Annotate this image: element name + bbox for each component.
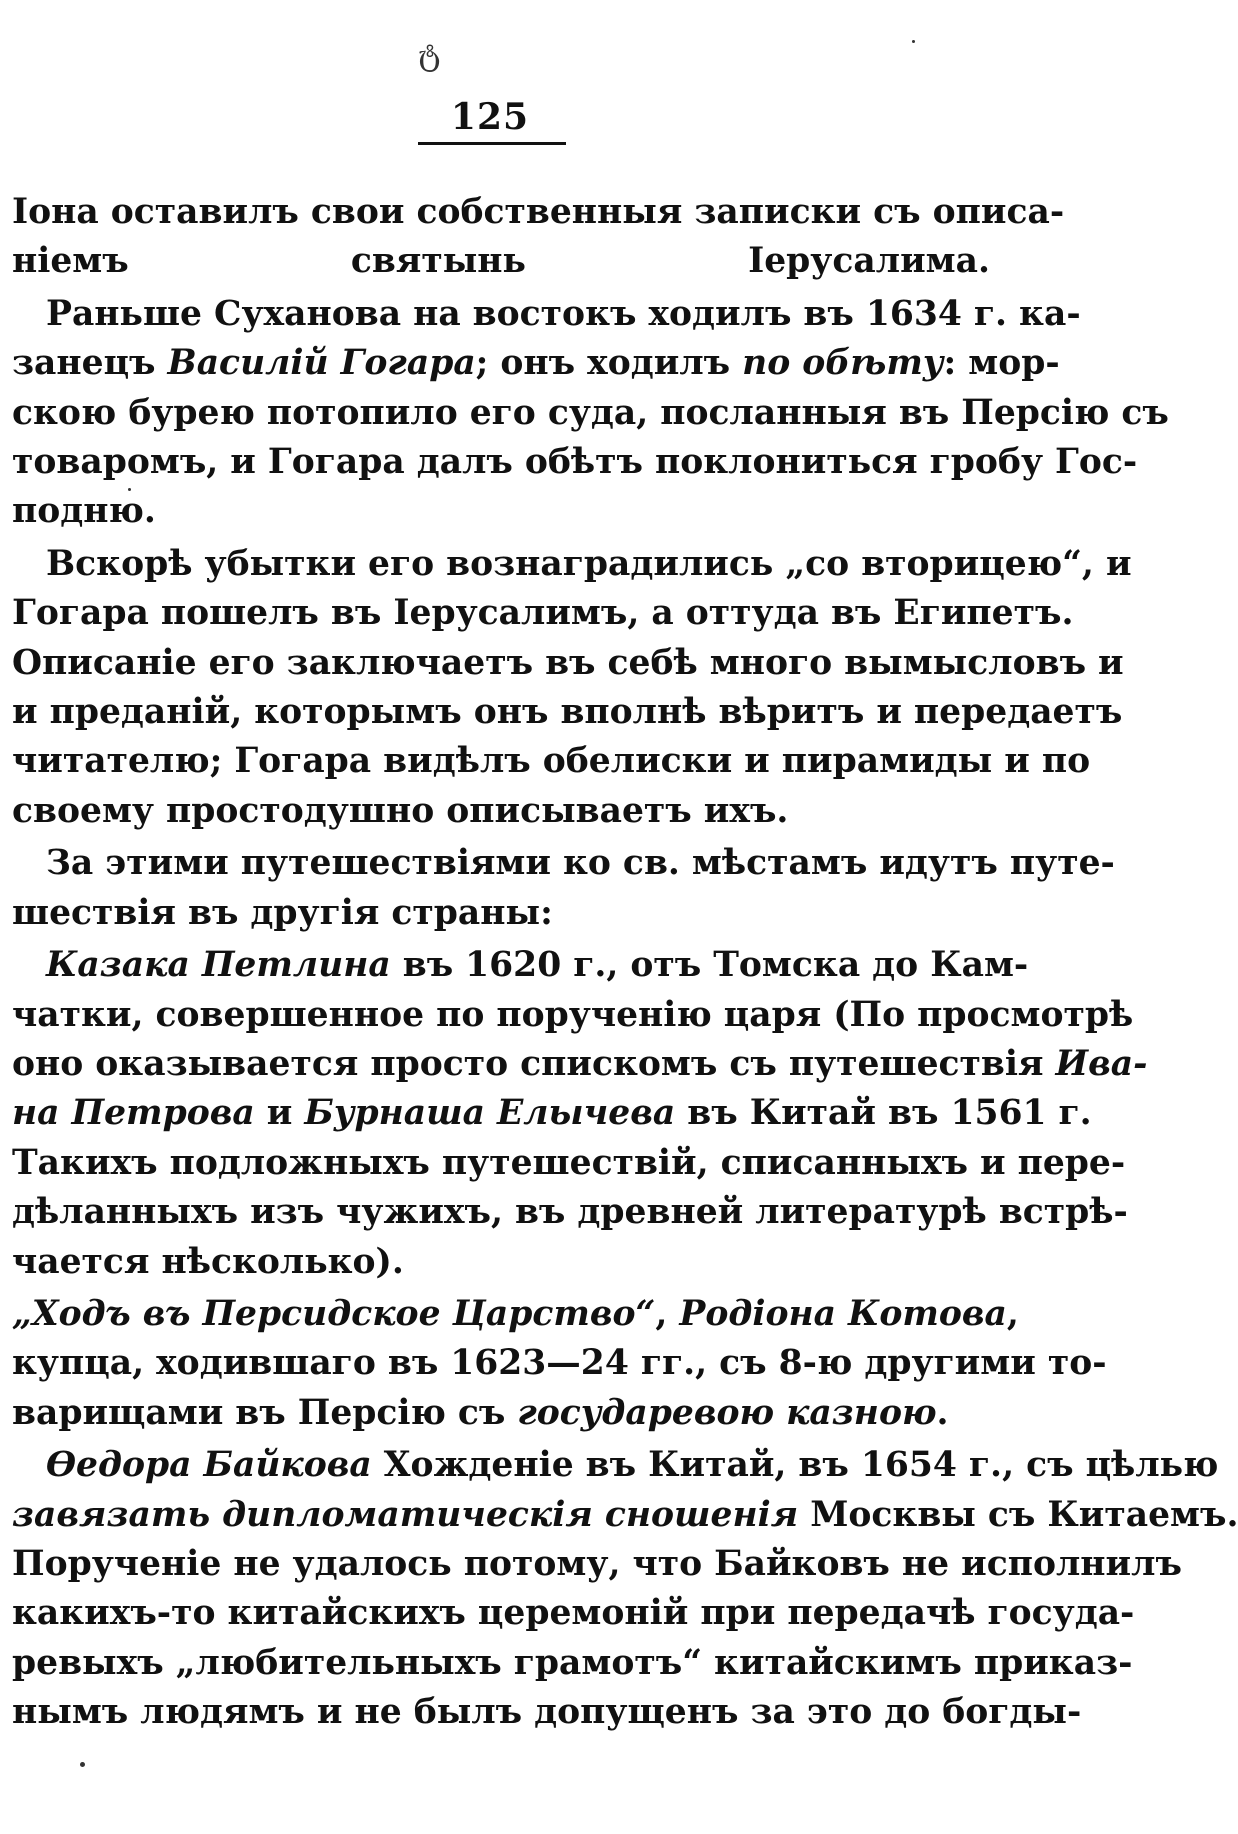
text-line — [12, 188, 1065, 237]
text-line — [12, 290, 1081, 339]
text-line — [12, 1040, 1148, 1089]
text-segment: варищами въ Персію съ — [12, 1392, 518, 1433]
text-line — [12, 839, 1115, 888]
text-line — [12, 1441, 1219, 1490]
text-segment: ; онъ ходилъ — [475, 343, 743, 384]
text-line — [12, 1339, 1107, 1388]
text-line — [12, 688, 1123, 737]
text-segment: чатки, совершенное по порученію царя (По просмотрѣ — [12, 994, 1134, 1035]
text-segment: шествія въ другія страны: — [12, 892, 553, 933]
text-line — [12, 1089, 1092, 1138]
italic-text: по обѣту — [742, 343, 944, 384]
text-segment: занецъ — [12, 343, 168, 384]
paragraph — [12, 1441, 1238, 1737]
text-line — [12, 889, 990, 938]
print-speck — [128, 488, 131, 491]
text-line — [12, 1540, 1182, 1589]
text-segment: , — [1006, 1293, 1019, 1334]
text-segment: своему простодушно описываетъ ихъ. — [12, 790, 789, 831]
text-line — [12, 1639, 1133, 1688]
text-segment: Хожденіе въ Китай, въ 1654 г., съ цѣлью — [371, 1445, 1219, 1486]
print-speck — [80, 1762, 85, 1767]
text-line — [12, 1589, 1135, 1638]
text-line — [12, 589, 1074, 638]
text-segment: нымъ людямъ и не былъ допущенъ за это до богды- — [12, 1692, 1082, 1733]
text-line — [12, 639, 1124, 688]
paragraph — [12, 1290, 1107, 1438]
italic-text: завязать дипломатическія сношенія — [12, 1494, 799, 1535]
text-line — [12, 1238, 990, 1287]
text-line — [12, 389, 1169, 438]
paragraph — [12, 290, 1169, 537]
page-number: 125 — [450, 96, 530, 138]
top-mark: ტ — [418, 38, 441, 73]
text-line — [12, 339, 1060, 388]
text-segment: купца, ходившаго въ 1623—24 гг., съ 8-ю другими то- — [12, 1343, 1107, 1384]
text-segment: Іона оставилъ свои собственныя записки съ описа- — [12, 192, 1065, 232]
text-line — [12, 1688, 1082, 1737]
page-number-rule — [418, 142, 566, 145]
paragraph — [12, 188, 1065, 287]
italic-text: „Ходъ въ Персидское Царство“ — [12, 1293, 656, 1334]
text-line — [12, 1290, 1019, 1339]
text-segment: Гогара пошелъ въ Іерусалимъ, а оттуда въ Египетъ. — [12, 593, 1074, 634]
italic-text: Ива- — [1055, 1043, 1148, 1084]
text-segment: и преданій, которымъ онъ вполнѣ вѣритъ и передаетъ — [12, 692, 1123, 733]
text-segment: скою бурею потопило его суда, посланныя въ Персію съ — [12, 392, 1169, 433]
text-segment: читателю; Гогара видѣлъ обелиски и пирамиды и по — [12, 741, 1091, 782]
paragraph — [12, 941, 1148, 1287]
paragraph — [12, 540, 1132, 836]
italic-text: государевою казною — [517, 1392, 937, 1433]
text-line — [12, 487, 990, 536]
text-segment: и — [254, 1093, 305, 1134]
text-line — [12, 941, 1029, 990]
paragraph — [12, 839, 1115, 938]
text-segment: : мор- — [943, 343, 1060, 384]
print-speck — [912, 40, 915, 43]
text-line — [12, 540, 1132, 589]
italic-text: Василій Гогара — [167, 343, 476, 384]
text-line — [12, 438, 1138, 487]
italic-text: Казака Петлина — [46, 945, 391, 986]
text-segment: За этими путешествіями ко св. мѣстамъ идутъ путе- — [46, 843, 1115, 884]
text-segment: въ 1620 г., отъ Томска до Кам- — [390, 945, 1029, 986]
text-segment: ревыхъ „любительныхъ грамотъ“ китайскимъ приказ- — [12, 1642, 1133, 1683]
text-segment: Раньше Суханова на востокъ ходилъ въ 1634 г. ка- — [46, 293, 1081, 334]
italic-text: на Петрова — [12, 1093, 255, 1134]
text-segment: Вскорѣ убытки его вознаградились „со вторицею“, и — [46, 543, 1132, 584]
italic-text: Ѳедора Байкова — [46, 1445, 372, 1486]
text-segment: ніемъ святынь Іерусалима. — [12, 241, 990, 282]
text-segment: Порученіе не удалось потому, что Байковъ не исполнилъ — [12, 1543, 1182, 1584]
text-segment: . — [936, 1392, 949, 1433]
text-segment: въ Китай въ 1561 г. — [675, 1093, 1092, 1134]
text-segment: товаромъ, и Гогара далъ обѣтъ поклониться гробу Гос- — [12, 442, 1138, 483]
italic-text: Бурнаша Елычева — [304, 1093, 676, 1134]
text-segment: подню. — [12, 491, 156, 532]
text-segment: Москвы съ Китаемъ. — [798, 1494, 1238, 1535]
text-line — [12, 1389, 990, 1438]
text-segment: Такихъ подложныхъ путешествій, списанныхъ и пере- — [12, 1142, 1126, 1183]
text-segment: чается нѣсколько). — [12, 1241, 404, 1282]
text-segment: дѣланныхъ изъ чужихъ, въ древней литературѣ встрѣ- — [12, 1192, 1128, 1233]
text-line — [12, 737, 1091, 786]
text-line — [12, 991, 1134, 1040]
text-line — [12, 1491, 1238, 1540]
text-segment: какихъ-то китайскихъ церемоній при передачѣ госуда- — [12, 1593, 1135, 1634]
text-line — [12, 1188, 1128, 1237]
text-line — [12, 237, 990, 286]
body-text — [12, 188, 1238, 1738]
text-segment: , — [655, 1293, 680, 1334]
text-segment: оно оказывается просто спискомъ съ путешествія — [12, 1043, 1056, 1084]
text-segment: Описаніе его заключаетъ въ себѣ много вымысловъ и — [12, 642, 1124, 683]
text-line — [12, 1139, 1126, 1188]
text-line — [12, 787, 990, 836]
italic-text: Родіона Котова — [679, 1293, 1007, 1334]
